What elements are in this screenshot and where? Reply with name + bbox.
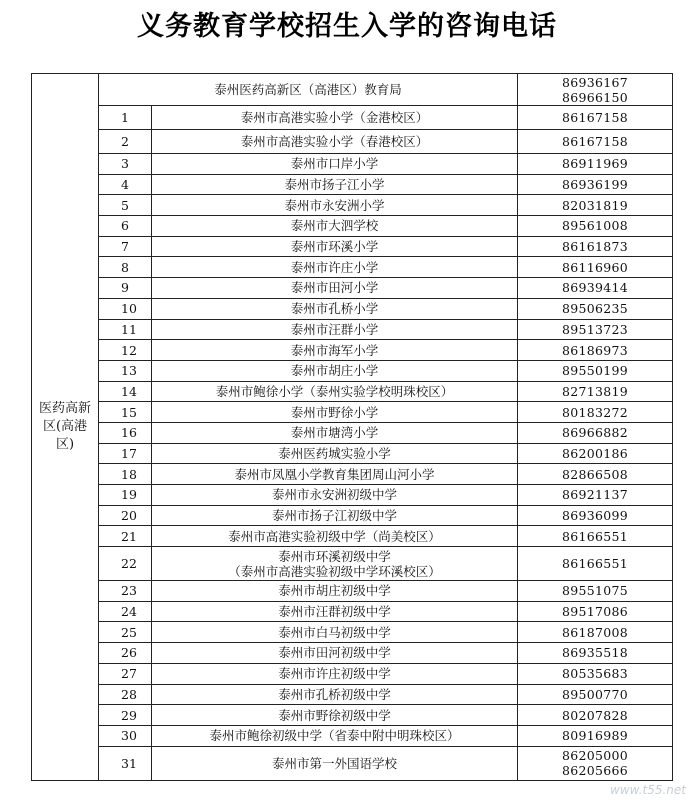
school-name xyxy=(152,746,518,780)
cell-line: 86186973 xyxy=(562,342,629,358)
cell-line: 89500770 xyxy=(562,686,629,702)
row-number: 26 xyxy=(99,643,152,664)
school-name xyxy=(152,236,518,257)
row-number: 7 xyxy=(99,236,152,257)
table-row xyxy=(32,505,673,526)
school-name xyxy=(152,402,518,423)
school-name xyxy=(152,360,518,381)
table-row xyxy=(32,174,673,195)
table-row xyxy=(32,130,673,154)
school-name xyxy=(152,174,518,195)
phone-number xyxy=(518,464,673,485)
cell-line: （泰州市高港实验初级中学环溪校区） xyxy=(228,563,441,579)
table-row xyxy=(32,106,673,130)
table-row xyxy=(32,684,673,705)
cell-line: 泰州市第一外国语学校 xyxy=(272,755,398,771)
row-number: 21 xyxy=(99,526,152,547)
table-row xyxy=(32,464,673,485)
cell-line: 泰州市永安洲初级中学 xyxy=(272,487,398,503)
table-row xyxy=(32,443,673,464)
cell-line: 89561008 xyxy=(562,218,629,234)
table-row xyxy=(32,526,673,547)
row-number: 12 xyxy=(99,340,152,361)
table-row xyxy=(32,257,673,278)
school-name xyxy=(152,154,518,175)
cell-line: 泰州市凤凰小学教育集团周山河小学 xyxy=(234,466,435,482)
cell-line: 82713819 xyxy=(562,383,629,399)
row-number: 27 xyxy=(99,663,152,684)
table-row xyxy=(32,340,673,361)
table-row xyxy=(32,547,673,581)
cell-line: 86921137 xyxy=(562,487,629,503)
row-number: 11 xyxy=(99,319,152,340)
school-name xyxy=(152,622,518,643)
cell-line: 86167158 xyxy=(562,110,629,125)
table-row xyxy=(32,216,673,237)
row-number: 25 xyxy=(99,622,152,643)
cell-line: 86936167 xyxy=(562,74,629,90)
phone-number xyxy=(518,236,673,257)
phone-number xyxy=(518,505,673,526)
row-number: 2 xyxy=(99,130,152,154)
phone-number xyxy=(518,443,673,464)
school-name xyxy=(152,319,518,340)
cell-line: 86116960 xyxy=(562,259,629,275)
table-row xyxy=(32,360,673,381)
table-row xyxy=(32,381,673,402)
row-number: 31 xyxy=(99,746,152,780)
cell-line: 89506235 xyxy=(562,301,629,317)
school-name xyxy=(152,106,518,130)
table-row xyxy=(32,581,673,602)
bureau-phone-cell xyxy=(518,74,673,106)
cell-line: 泰州市许庄初级中学 xyxy=(278,666,391,682)
phone-number xyxy=(518,195,673,216)
cell-line: 86205666 xyxy=(562,763,629,779)
cell-line: 89513723 xyxy=(562,321,629,337)
phone-number xyxy=(518,130,673,154)
school-name xyxy=(152,526,518,547)
phone-number xyxy=(518,526,673,547)
school-name xyxy=(152,547,518,581)
cell-line: 86205000 xyxy=(562,748,629,764)
table-row xyxy=(32,402,673,423)
cell-line: 泰州市环溪初级中学 xyxy=(278,548,391,564)
cell-line: 泰州市高港实验小学（金港校区） xyxy=(240,110,429,125)
cell-line: 86911969 xyxy=(562,156,629,172)
row-number: 6 xyxy=(99,216,152,237)
cell-line: 泰州医药城实验小学 xyxy=(278,445,391,461)
row-number: 5 xyxy=(99,195,152,216)
row-number: 14 xyxy=(99,381,152,402)
school-name xyxy=(152,601,518,622)
row-number: 30 xyxy=(99,725,152,746)
phone-number xyxy=(518,298,673,319)
phone-number xyxy=(518,422,673,443)
school-name xyxy=(152,705,518,726)
cell-line: 80183272 xyxy=(562,404,629,420)
phone-number xyxy=(518,622,673,643)
school-name xyxy=(152,130,518,154)
row-number: 19 xyxy=(99,485,152,506)
row-number: 17 xyxy=(99,443,152,464)
row-number: 22 xyxy=(99,547,152,581)
table-row xyxy=(32,422,673,443)
table-row xyxy=(32,746,673,780)
cell-line: 86935518 xyxy=(562,645,629,661)
cell-line: 泰州市孔桥小学 xyxy=(290,301,379,317)
table-row xyxy=(32,622,673,643)
cell-line: 泰州市塘湾小学 xyxy=(290,425,379,441)
table-row xyxy=(32,278,673,299)
cell-line: 80207828 xyxy=(562,707,629,723)
table-row xyxy=(32,485,673,506)
watermark: www.t55.net xyxy=(610,783,686,797)
phone-number xyxy=(518,154,673,175)
row-number: 8 xyxy=(99,257,152,278)
school-name xyxy=(152,298,518,319)
cell-line: 86936099 xyxy=(562,508,629,524)
table-row xyxy=(32,195,673,216)
phone-number xyxy=(518,746,673,780)
phone-number xyxy=(518,725,673,746)
table-row xyxy=(32,298,673,319)
table-row xyxy=(32,154,673,175)
bureau-name-cell xyxy=(99,74,518,106)
cell-line: 泰州市野徐小学 xyxy=(290,404,379,420)
cell-line: 泰州市白马初级中学 xyxy=(278,624,391,640)
school-name xyxy=(152,278,518,299)
cell-line: 泰州市胡庄小学 xyxy=(290,363,379,379)
row-number: 28 xyxy=(99,684,152,705)
cell-line: 86200186 xyxy=(562,445,629,461)
cell-line: 泰州市汪群初级中学 xyxy=(278,604,391,620)
school-name xyxy=(152,257,518,278)
row-number: 29 xyxy=(99,705,152,726)
phone-number xyxy=(518,257,673,278)
cell-line: 86161873 xyxy=(562,239,629,255)
table-row xyxy=(32,643,673,664)
table-row xyxy=(32,663,673,684)
cell-line: 80916989 xyxy=(562,728,629,744)
district-cell xyxy=(32,74,99,781)
phone-number xyxy=(518,216,673,237)
cell-line: 泰州市高港实验小学（春港校区） xyxy=(240,134,429,149)
cell-line: 泰州市鲍徐初级中学（省泰中附中明珠校区） xyxy=(209,728,460,744)
phone-number xyxy=(518,381,673,402)
row-number: 3 xyxy=(99,154,152,175)
school-name xyxy=(152,464,518,485)
phone-number xyxy=(518,106,673,130)
school-name xyxy=(152,581,518,602)
row-number: 4 xyxy=(99,174,152,195)
cell-line: 泰州市大泗学校 xyxy=(290,218,379,234)
row-number: 1 xyxy=(99,106,152,130)
row-number: 16 xyxy=(99,422,152,443)
row-number: 9 xyxy=(99,278,152,299)
phone-number xyxy=(518,278,673,299)
row-number: 18 xyxy=(99,464,152,485)
cell-line: 86939414 xyxy=(562,280,629,296)
cell-line: 泰州市高港实验初级中学（尚美校区） xyxy=(228,528,441,544)
cell-line: 89550199 xyxy=(562,363,629,379)
page-title: 义务教育学校招生入学的咨询电话 xyxy=(137,11,557,42)
cell-line: 泰州市野徐初级中学 xyxy=(278,707,391,723)
school-name xyxy=(152,422,518,443)
phone-number xyxy=(518,360,673,381)
row-number: 13 xyxy=(99,360,152,381)
cell-line: 泰州市许庄小学 xyxy=(290,259,379,275)
table-row-bureau xyxy=(32,74,673,106)
cell-line: 泰州市孔桥初级中学 xyxy=(278,686,391,702)
table-row xyxy=(32,601,673,622)
school-name xyxy=(152,195,518,216)
cell-line: 泰州市扬子江初级中学 xyxy=(272,508,398,524)
phone-number xyxy=(518,643,673,664)
phone-number xyxy=(518,663,673,684)
school-name xyxy=(152,381,518,402)
table-row xyxy=(32,725,673,746)
cell-line: 泰州市海军小学 xyxy=(290,342,379,358)
district-label: 医药高新区(高港区) xyxy=(38,400,91,452)
row-number: 23 xyxy=(99,581,152,602)
school-name xyxy=(152,643,518,664)
phone-number xyxy=(518,684,673,705)
table-row xyxy=(32,236,673,257)
cell-line: 80535683 xyxy=(562,666,629,682)
cell-line: 89517086 xyxy=(562,604,629,620)
phone-number xyxy=(518,581,673,602)
cell-line: 86166551 xyxy=(562,528,629,544)
cell-line: 89551075 xyxy=(562,583,629,599)
contact-table xyxy=(31,73,673,781)
school-name xyxy=(152,340,518,361)
phone-number xyxy=(518,547,673,581)
cell-line: 泰州市田河小学 xyxy=(290,280,379,296)
row-number: 20 xyxy=(99,505,152,526)
school-name xyxy=(152,725,518,746)
cell-line: 泰州市环溪小学 xyxy=(290,239,379,255)
row-number: 15 xyxy=(99,402,152,423)
cell-line: 泰州市永安洲小学 xyxy=(284,197,385,213)
cell-line: 泰州市田河初级中学 xyxy=(278,645,391,661)
cell-line: 86187008 xyxy=(562,624,629,640)
cell-line: 86166551 xyxy=(562,556,629,572)
row-number: 24 xyxy=(99,601,152,622)
cell-line: 86936199 xyxy=(562,177,629,193)
cell-line: 86167158 xyxy=(562,134,629,149)
cell-line: 泰州市扬子江小学 xyxy=(284,177,385,193)
phone-number xyxy=(518,485,673,506)
cell-line: 泰州市汪群小学 xyxy=(290,321,379,337)
phone-number xyxy=(518,340,673,361)
bureau-name: 泰州医药高新区（高港区）教育局 xyxy=(214,82,402,97)
phone-number xyxy=(518,402,673,423)
phone-number xyxy=(518,319,673,340)
cell-line: 泰州市口岸小学 xyxy=(290,156,379,172)
cell-line: 86966150 xyxy=(562,89,629,105)
table-row xyxy=(32,705,673,726)
table-row xyxy=(32,319,673,340)
school-name xyxy=(152,663,518,684)
school-name xyxy=(152,684,518,705)
cell-line: 泰州市胡庄初级中学 xyxy=(278,583,391,599)
row-number: 10 xyxy=(99,298,152,319)
cell-line: 82866508 xyxy=(562,466,629,482)
school-name xyxy=(152,505,518,526)
phone-number xyxy=(518,174,673,195)
school-name xyxy=(152,216,518,237)
school-name xyxy=(152,443,518,464)
phone-number xyxy=(518,601,673,622)
cell-line: 82031819 xyxy=(562,197,629,213)
cell-line: 86966882 xyxy=(562,425,629,441)
cell-line: 泰州市鲍徐小学（泰州实验学校明珠校区） xyxy=(215,383,454,399)
school-name xyxy=(152,485,518,506)
phone-number xyxy=(518,705,673,726)
